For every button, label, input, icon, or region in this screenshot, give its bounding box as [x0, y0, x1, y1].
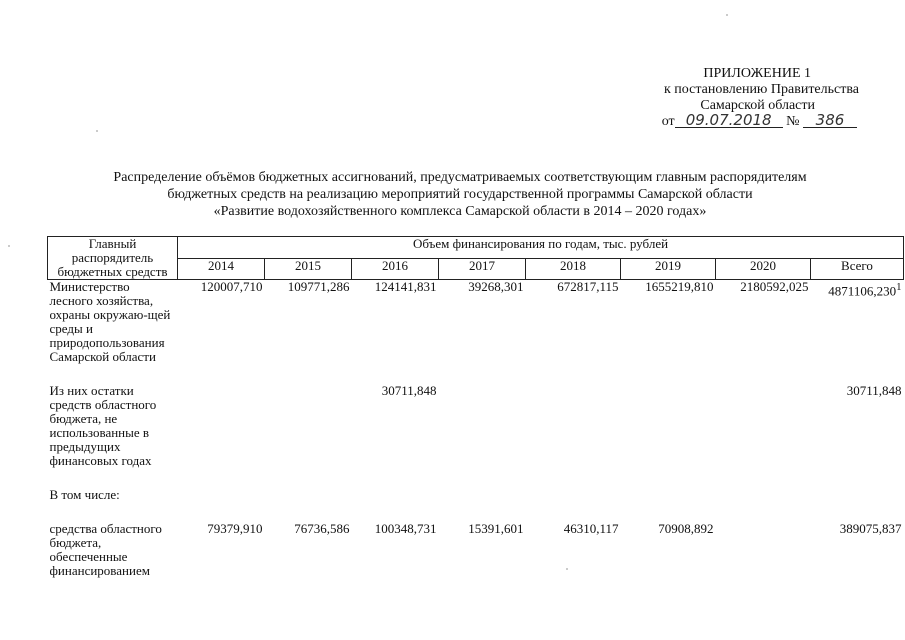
cell-2015: 109771,286	[287, 279, 350, 294]
cell-2015	[265, 384, 352, 468]
header-year-2020: 2020	[716, 258, 811, 280]
row-label: средства областного бюджета, обеспеченные финансированием	[49, 521, 162, 578]
date-prefix: от	[661, 114, 675, 129]
cell-2018	[526, 384, 621, 468]
cell-2017	[439, 384, 526, 468]
cell-total	[811, 280, 904, 365]
appendix-line1: к постановлению Правительства	[663, 82, 859, 97]
table-row	[48, 384, 904, 468]
cell-2014	[178, 384, 265, 468]
cell-2020	[716, 522, 811, 578]
handwritten-date: 09.07.2018	[675, 114, 783, 128]
cell-2020	[716, 384, 811, 468]
scan-speck	[566, 568, 568, 570]
appendix-title: ПРИЛОЖЕНИЕ 1	[703, 66, 811, 81]
cell-total: 389075,837	[839, 521, 902, 536]
header-total: Всего	[811, 258, 904, 280]
table-row	[48, 522, 904, 578]
header-year-2017: 2017	[439, 258, 526, 280]
cell-total: 30711,848	[846, 383, 902, 398]
cell-2016: 124141,831	[374, 279, 437, 294]
row-label: В том числе:	[49, 487, 120, 502]
handwritten-number: 386	[803, 114, 857, 128]
cell-total-value: 4871106,230	[828, 283, 897, 299]
header-year-2018: 2018	[526, 258, 621, 280]
table-row	[48, 280, 904, 365]
header-distributor: Главный распорядитель бюджетных средств	[48, 237, 178, 280]
cell-2019	[621, 384, 716, 468]
number-prefix: №	[786, 114, 800, 129]
cell-2019: 1655219,810	[645, 279, 714, 294]
row-label: Министерство лесного хозяйства, охраны окружаю-щей среды и природопользования Самарской области	[49, 279, 171, 364]
cell-2016: 100348,731	[374, 521, 437, 536]
heading-line2: бюджетных средств на реализацию мероприятий государственной программы Самарской области	[167, 187, 753, 202]
budget-table	[47, 236, 904, 578]
document-heading	[40, 169, 880, 220]
heading-line1: Распределение объёмов бюджетных ассигнований, предусматриваемых соответствующим главным распорядителям	[113, 170, 807, 185]
header-financing-group: Объем финансирования по годам, тыс. рублей	[178, 237, 904, 259]
cell-2014: 79379,910	[207, 521, 263, 536]
appendix-line2: Самарской области	[700, 98, 815, 113]
cell-2015: 76736,586	[294, 521, 350, 536]
header-year-2015: 2015	[265, 258, 352, 280]
scan-speck	[8, 245, 10, 247]
header-year-2014: 2014	[178, 258, 265, 280]
cell-2017: 39268,301	[468, 279, 524, 294]
appendix-block	[579, 66, 859, 130]
decree-dateline	[579, 111, 857, 130]
cell-2019: 70908,892	[658, 521, 714, 536]
row-label: Из них остатки средств областного бюджета, не использованные в предыдущих финансовых годах	[49, 383, 157, 468]
cell-2020: 2180592,025	[740, 279, 809, 294]
table-row	[48, 488, 904, 502]
cell-2016: 30711,848	[381, 383, 437, 398]
cell-2014: 120007,710	[200, 279, 263, 294]
cell-2018: 672817,115	[557, 279, 619, 294]
cell-2018: 46310,117	[563, 521, 619, 536]
scan-speck	[96, 130, 98, 132]
footnote-mark: 1	[896, 281, 902, 293]
heading-line3: «Развитие водохозяйственного комплекса Самарской области в 2014 – 2020 годах»	[213, 204, 707, 219]
scan-speck	[726, 14, 728, 16]
cell-2017: 15391,601	[468, 521, 524, 536]
header-year-2019: 2019	[621, 258, 716, 280]
header-year-2016: 2016	[352, 258, 439, 280]
